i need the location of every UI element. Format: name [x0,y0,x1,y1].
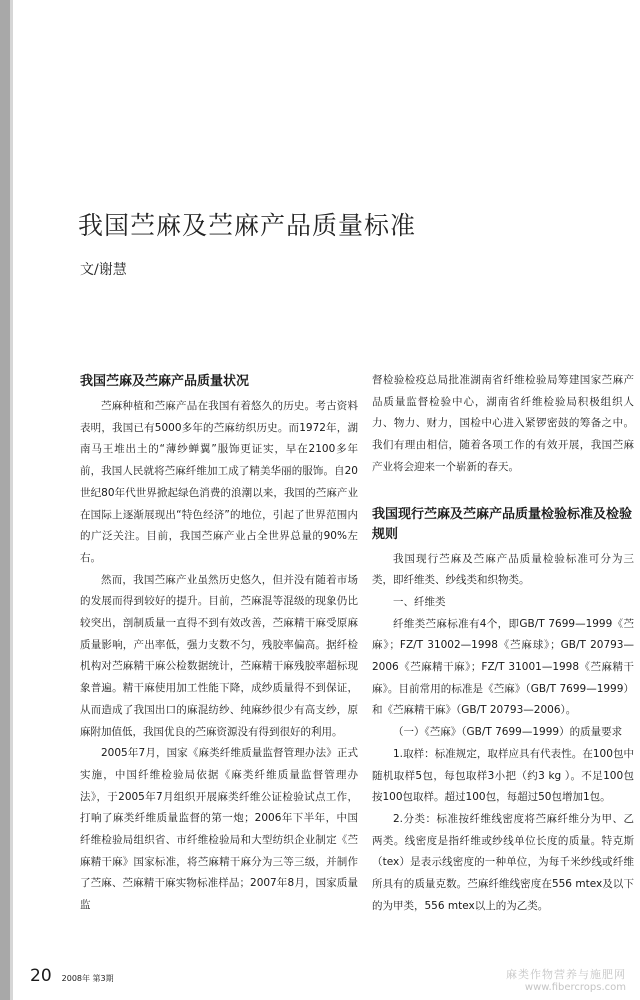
article-title: 我国苎麻及苎麻产品质量标准 [78,211,417,240]
page-footer [30,966,114,986]
paragraph: 然而，我国苎麻产业虽然历史悠久，但并没有随着市场的发展而得到较好的提升。目前，苎麻混等混级的现象仍比较突出，剖制质量一直得不到有效改善，苎麻精干麻受原麻质量影响，产出率低，强力支数不匀，残胶率偏高。据纤检机构对苎麻精干麻公检数据统计，苎麻精干麻残胶率超标现象普遍。精干麻使用加工性能下降，成纱质量得不到保证，从而造成了我国出口的麻混纺纱、纯麻纱很少有高支纱，原麻附加值低，我国优良的苎麻资源没有得到很好的利用。 [80,573,358,738]
article-author: 文/谢慧 [80,262,127,278]
subheading-fiber: 一、纤维类 [393,595,446,608]
paragraph: 苎麻种植和苎麻产品在我国有着悠久的历史。考古资料表明，我国已有5000多年的苎麻纺织历史。而1972年，湖南马王堆出土的“薄纱蝉翼”服饰更证实，早在2100多年前，我国人民就将苎麻纤维加工成了精美华丽的服饰。自20世纪80年代世界掀起绿色消费的浪潮以来，我国的苎麻产业在国际上逐渐展现出“特色经济”的地位，引起了世界范围内的广泛关注。目前，我国苎麻产业占全世界总量的90%左右。 [80,400,358,564]
page-binding-edge [0,0,10,1000]
section-heading-quality-status: 我国苎麻及苎麻产品质量状况 [80,374,250,389]
page-number: 20 [30,966,52,986]
paragraph-continuation: 督检验检疫总局批准湖南省纤维检验局筹建国家苎麻产品质量监督检验中心，湖南省纤维检验局积极组织人力、物力、财力，国检中心进入紧锣密鼓的筹备之中。我们有理由相信，随着各项工作的有效开展，我国苎麻产业将会迎来一个崭新的春天。 [372,374,634,473]
paragraph: 2.分类：标准按纤维线密度将苎麻纤维分为甲、乙两类。线密度是指纤维或纱线单位长度的质量。特克斯（tex）是表示线密度的一种单位，为每千米纱线或纤维所具有的质量克数。苎麻纤维线密度在556 mtex及以下的为甲类，556 mtex以上的为乙类。 [372,812,634,912]
watermark [506,966,626,993]
left-column [80,372,358,917]
section-heading-standards: 我国现行苎麻及苎麻产品质量检验标准及检验规则 [372,506,633,542]
watermark-url: www.fibercrops.com [524,982,626,993]
paragraph: 2005年7月，国家《麻类纤维质量监督管理办法》正式实施，中国纤维检验局依据《麻类纤维质量监督管理办法》，于2005年7月组织开展麻类纤维公证检验试点工作，打响了麻类纤维质量监督的第一炮；2006年下半年，中国纤维检验局组织省、市纤维检验局和大型纺织企业制定《苎麻精干麻》国家标准，将苎麻精干麻分为三等三级，并制作了苎麻、苎麻精干麻实物标准样品；2007年8月，国家质量监 [80,747,358,912]
subheading-quality-requirements: （一）《苎麻》（GB/T 7699—1999）的质量要求 [393,726,623,739]
paragraph: 1.取样：标准规定，取样应具有代表性。在100包中随机取样5包，每包取样3小把（约3 kg ）。不足100包按100包取样。超过100包，每超过50包增加1包。 [372,747,634,804]
paragraph: 我国现行苎麻及苎麻产品质量检验标准可分为三类，即纤维类、纱线类和织物类。 [372,552,634,587]
right-column [372,370,634,917]
paragraph: 纤维类苎麻标准有4个，即GB/T 7699—1999《苎麻》；FZ/T 31002—1998《苎麻球》；GB/T 20793—2006《苎麻精干麻》；FZ/T 31001—1998《苎麻精干麻》。目前常用的标准是《苎麻》（GB/T 7699—1999）和《苎麻精干麻》（GB/T 20793—2006）。 [372,617,634,717]
issue-label: 2008年 第3期 [61,974,114,983]
page-binding-shadow [10,0,13,1000]
watermark-text: 麻类作物营养与施肥网 [506,968,626,981]
